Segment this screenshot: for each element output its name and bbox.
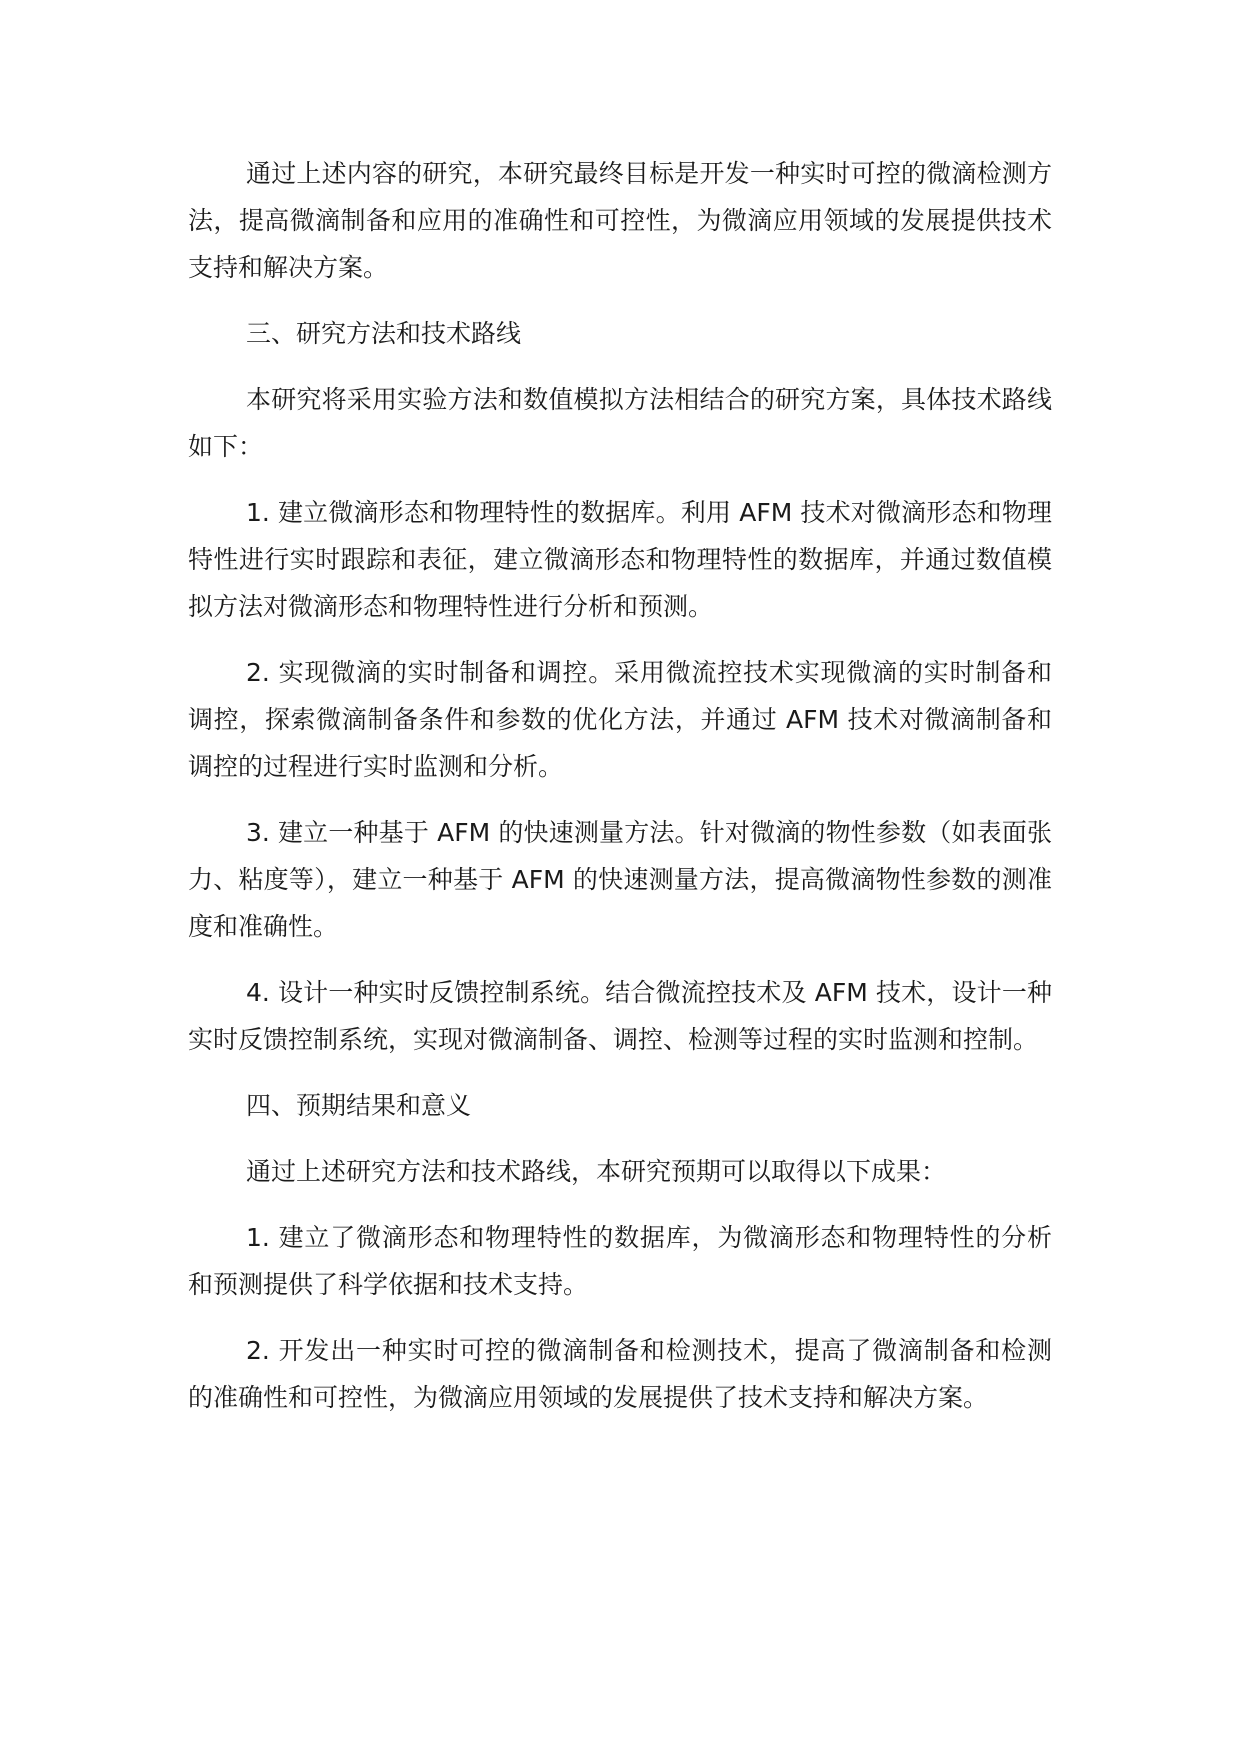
results-intro-paragraph: 通过上述研究方法和技术路线，本研究预期可以取得以下成果： [246, 1157, 947, 1186]
section-heading-results: 四、预期结果和意义 [246, 1091, 472, 1120]
document-body [188, 150, 1052, 1440]
results-item-1: 1. 建立了微滴形态和物理特性的数据库，为微滴形态和物理特性的分析和预测提供了科学依据和技术支持。 [188, 1223, 1052, 1299]
intro-paragraph: 通过上述内容的研究，本研究最终目标是开发一种实时可控的微滴检测方法，提高微滴制备和应用的准确性和可控性，为微滴应用领域的发展提供技术支持和解决方案。 [188, 159, 1052, 282]
section-heading-methods: 三、研究方法和技术路线 [246, 319, 522, 348]
methods-item-1: 1. 建立微滴形态和物理特性的数据库。利用 AFM 技术对微滴形态和物理特性进行实时跟踪和表征，建立微滴形态和物理特性的数据库，并通过数值模拟方法对微滴形态和物理特性进行分析和预测。 [188, 498, 1052, 621]
results-item-2: 2. 开发出一种实时可控的微滴制备和检测技术，提高了微滴制备和检测的准确性和可控性，为微滴应用领域的发展提供了技术支持和解决方案。 [188, 1336, 1052, 1412]
methods-item-3: 3. 建立一种基于 AFM 的快速测量方法。针对微滴的物性参数（如表面张力、粘度等），建立一种基于 AFM 的快速测量方法，提高微滴物性参数的测准度和准确性。 [188, 818, 1052, 941]
methods-intro-paragraph: 本研究将采用实验方法和数值模拟方法相结合的研究方案，具体技术路线如下： [188, 385, 1052, 461]
methods-item-2: 2. 实现微滴的实时制备和调控。采用微流控技术实现微滴的实时制备和调控，探索微滴制备条件和参数的优化方法，并通过 AFM 技术对微滴制备和调控的过程进行实时监测和分析。 [188, 658, 1052, 781]
methods-item-4: 4. 设计一种实时反馈控制系统。结合微流控技术及 AFM 技术，设计一种实时反馈控制系统，实现对微滴制备、调控、检测等过程的实时监测和控制。 [188, 978, 1052, 1054]
